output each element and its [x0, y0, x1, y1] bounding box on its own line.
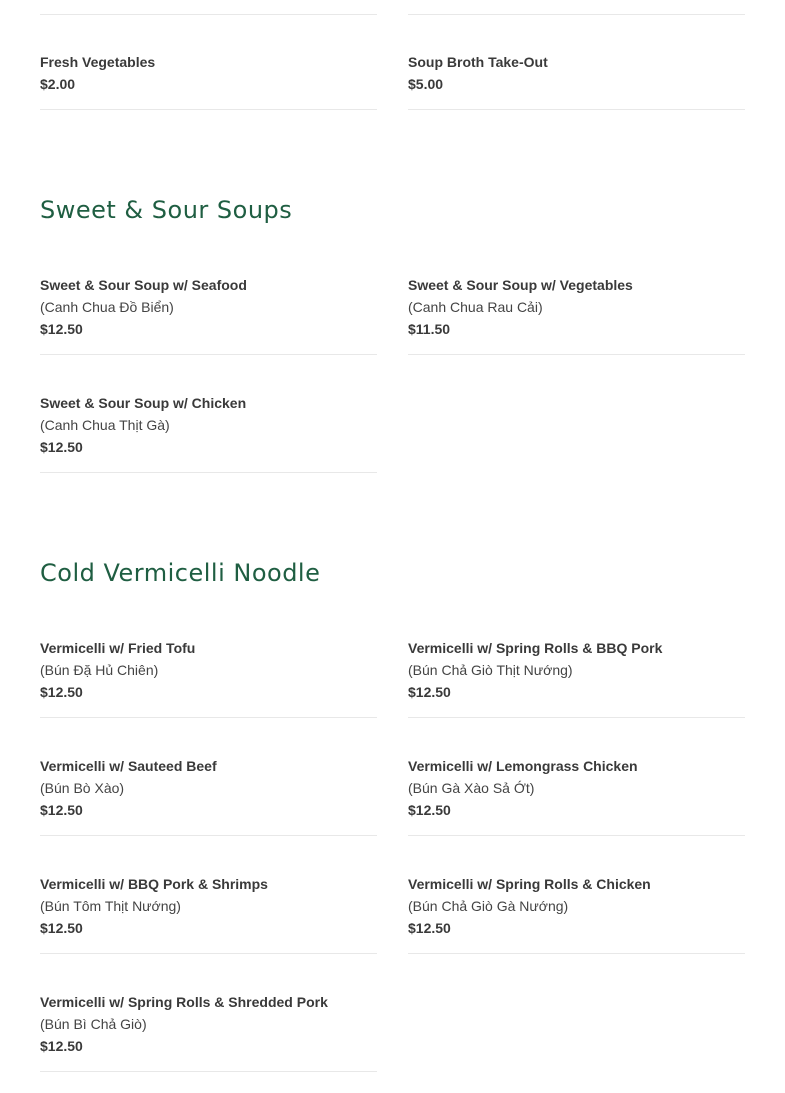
item-price: $12.50: [40, 439, 83, 455]
menu-item: [40, 637, 377, 718]
menu-item-soup-broth-take-out: [408, 51, 745, 110]
item-vietnamese-name: (Bún Chả Giò Thịt Nướng): [408, 662, 573, 678]
item-vietnamese-name: (Bún Chả Giò Gà Nướng): [408, 898, 569, 914]
menu-item: [408, 755, 745, 836]
item-vietnamese-name: (Bún Tôm Thịt Nướng): [40, 898, 181, 914]
item-price: $12.50: [40, 1038, 83, 1054]
item-name: Sweet & Sour Soup w/ Vegetables: [408, 277, 633, 293]
menu-item: [40, 991, 377, 1072]
item-price: $12.50: [40, 802, 83, 818]
item-price: $2.00: [40, 76, 76, 92]
item-name: Fresh Vegetables: [40, 54, 156, 70]
item-price: $11.50: [408, 321, 451, 337]
divider: [408, 14, 745, 15]
menu-item: [408, 274, 745, 355]
menu-item-fresh-vegetables: [40, 51, 377, 110]
menu-item: [40, 755, 377, 836]
item-price: $12.50: [40, 920, 83, 936]
item-name: Vermicelli w/ Sauteed Beef: [40, 758, 217, 774]
item-name: Vermicelli w/ Spring Rolls & BBQ Pork: [408, 640, 663, 656]
item-vietnamese-name: (Canh Chua Rau Cải): [408, 299, 543, 315]
item-vietnamese-name: (Bún Đặ Hủ Chiên): [40, 662, 159, 678]
divider: [40, 14, 377, 15]
menu-item: [40, 274, 377, 355]
item-price: $5.00: [408, 76, 444, 92]
item-vietnamese-name: (Canh Chua Đồ Biển): [40, 299, 174, 315]
item-name: Sweet & Sour Soup w/ Seafood: [40, 277, 247, 293]
item-name: Soup Broth Take-Out: [408, 54, 548, 70]
item-price: $12.50: [408, 684, 451, 700]
item-price: $12.50: [40, 321, 83, 337]
menu-item: [408, 873, 745, 954]
item-name: Sweet & Sour Soup w/ Chicken: [40, 395, 247, 411]
menu-item: [40, 392, 377, 473]
item-price: $12.50: [40, 684, 83, 700]
item-vietnamese-name: (Canh Chua Thịt Gà): [40, 417, 170, 433]
item-name: Vermicelli w/ Spring Rolls & Shredded Pork: [40, 994, 328, 1010]
item-price: $12.50: [408, 802, 451, 818]
section-title-sweet-sour-soups: Sweet & Sour Soups: [40, 196, 293, 224]
item-vietnamese-name: (Bún Bì Chả Giò): [40, 1016, 147, 1032]
section-title-cold-vermicelli-noodle: Cold Vermicelli Noodle: [40, 559, 321, 587]
item-name: Vermicelli w/ Spring Rolls & Chicken: [408, 876, 651, 892]
item-vietnamese-name: (Bún Bò Xào): [40, 780, 125, 796]
menu-item: [408, 637, 745, 718]
menu-item: [40, 873, 377, 954]
item-vietnamese-name: (Bún Gà Xào Sả Ớt): [408, 780, 535, 796]
item-name: Vermicelli w/ Lemongrass Chicken: [408, 758, 638, 774]
item-name: Vermicelli w/ Fried Tofu: [40, 640, 196, 656]
item-price: $12.50: [408, 920, 451, 936]
item-name: Vermicelli w/ BBQ Pork & Shrimps: [40, 876, 268, 892]
